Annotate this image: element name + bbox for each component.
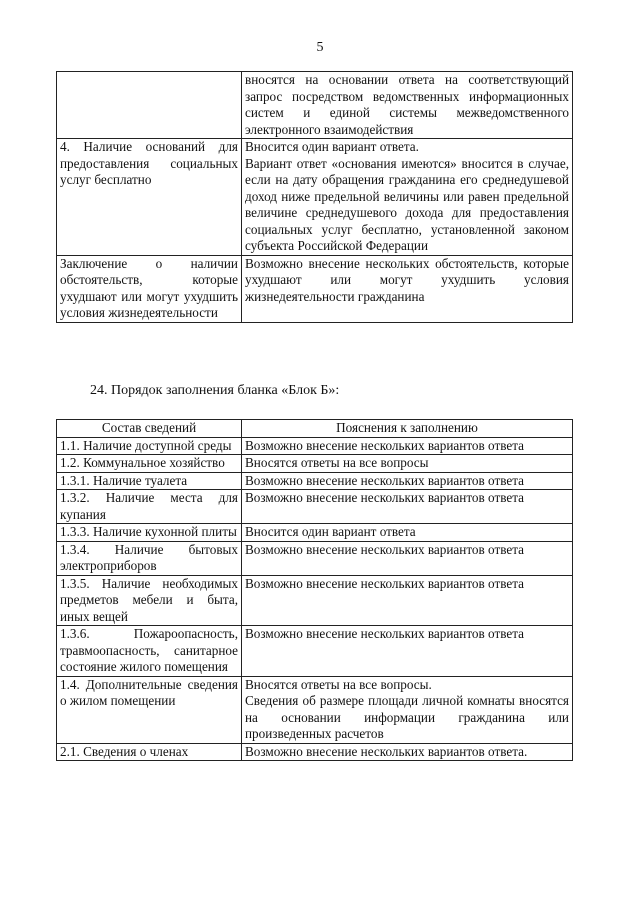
table-row (57, 743, 573, 761)
page-number: 5 (316, 40, 324, 55)
table-cell-left: 1.3.4. Наличие бытовых электроприборов (57, 541, 242, 575)
cell-text: Возможно внесение нескольких вариантов ответа (245, 541, 525, 557)
section-title: 24. Порядок заполнения бланка «Блок Б»: (90, 383, 340, 398)
cell-text: Вариант ответ «основания имеются» вносится в случае, если на дату обращения гражданина его среднедушевой доход ниже предельной величины или равен предельной величине среднедушевого дохода для предоставления социальных услуг бесплатно, установленной законом субъекта Российской Федерации (245, 155, 569, 253)
table-cell-right (242, 472, 573, 490)
cell-text: Вносятся ответы на все вопросы (245, 455, 429, 470)
column-header-explanations: Пояснения к заполнению (242, 420, 573, 438)
cell-text: вносятся на основании ответа на соответствующий запрос посредством ведомственных информационных систем и единой системы межведомственного электронного взаимодействия (245, 72, 569, 137)
table-cell-left: 1.3.5. Наличие необходимых предметов мебели и быта, иных вещей (57, 575, 242, 626)
cell-text: Вносится один вариант ответа. (245, 139, 419, 154)
table-row (57, 575, 573, 626)
table-cell-right (242, 575, 573, 626)
table-header-row (57, 420, 573, 438)
table-row (57, 490, 573, 524)
table-cell-left: 2.1. Сведения о членах (57, 743, 242, 761)
table-cell-left: 1.3.3. Наличие кухонной плиты (57, 524, 242, 542)
table-cell-right (242, 490, 573, 524)
table-cell-right (242, 676, 573, 743)
explanations-table-continued (56, 71, 573, 323)
cell-text: Возможно внесение нескольких обстоятельств, которые ухудшают или могут ухудшить условия жизнедеятельности гражданина (245, 255, 569, 304)
table-cell-right (242, 255, 573, 322)
table-cell-left: 1.1. Наличие доступной среды (57, 437, 242, 455)
cell-text: Возможно внесение нескольких вариантов ответа. (245, 743, 528, 759)
table-row (57, 437, 573, 455)
table-row (57, 626, 573, 677)
table-cell-left: 1.3.6. Пожароопасность, травмоопасность, санитарное состояние жилого помещения (57, 626, 242, 677)
table-cell-right (242, 541, 573, 575)
cell-text: Возможно внесение нескольких вариантов ответа (245, 490, 525, 505)
block-b-table (56, 419, 573, 761)
table-row (57, 72, 573, 139)
cell-text: Возможно внесение нескольких вариантов ответа (245, 626, 525, 641)
table-cell-right (242, 455, 573, 473)
table-cell-right (242, 437, 573, 455)
table-cell-left: Заключение о наличии обстоятельств, которые ухудшают или могут ухудшить условия жизнедеятельности (57, 255, 242, 322)
table-row (57, 255, 573, 322)
table-cell-left: 1.3.1. Наличие туалета (57, 472, 242, 490)
table-row (57, 139, 573, 256)
table-row (57, 541, 573, 575)
table-cell-left: 1.2. Коммунальное хозяйство (57, 455, 242, 473)
cell-text: Вносятся ответы на все вопросы. (245, 676, 432, 692)
table-cell-right (242, 524, 573, 542)
cell-text: Сведения об размере площади личной комнаты вносятся на основании информации гражданина или произведенных расчетов (245, 693, 569, 741)
table-row (57, 455, 573, 473)
cell-text: Возможно внесение нескольких вариантов ответа (245, 437, 525, 453)
column-header-composition: Состав сведений (57, 420, 242, 438)
table-row (57, 524, 573, 542)
cell-text: Вносится один вариант ответа (245, 524, 416, 539)
cell-text: Возможно внесение нескольких вариантов ответа (245, 575, 525, 591)
table-row (57, 676, 573, 743)
table-cell-right (242, 72, 573, 139)
table-cell-left (57, 72, 242, 139)
table-cell-right (242, 626, 573, 677)
table-cell-right (242, 743, 573, 761)
table-cell-left: 4. Наличие оснований для предоставления социальных услуг бесплатно (57, 139, 242, 256)
table-cell-right (242, 139, 573, 256)
table-row (57, 472, 573, 490)
table-cell-left: 1.3.2. Наличие места для купания (57, 490, 242, 524)
cell-text: Возможно внесение нескольких вариантов ответа (245, 472, 525, 488)
table-cell-left: 1.4. Дополнительные сведения о жилом помещении (57, 676, 242, 743)
